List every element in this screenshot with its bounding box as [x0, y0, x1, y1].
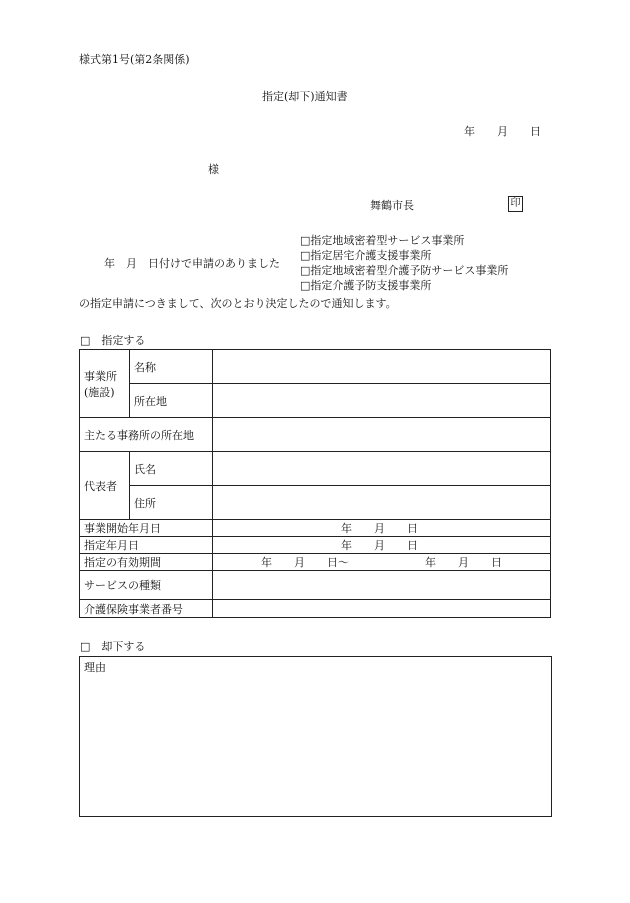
option-home-care-support[interactable]: □指定居宅介護支援事業所 [300, 249, 432, 262]
designation-date-label: 指定年月日 [80, 537, 213, 554]
option-preventive-support[interactable]: □指定介護予防支援事業所 [300, 279, 432, 292]
designation-table [79, 349, 551, 618]
insurer-number-field[interactable] [213, 600, 551, 618]
location-label: 所在地 [130, 384, 213, 418]
validity-field[interactable] [213, 554, 551, 571]
document-title: 指定(却下)通知書 [262, 90, 348, 103]
reason-box[interactable] [79, 656, 552, 817]
designation-date-field[interactable]: 年 月 日 [213, 537, 551, 554]
main-office-label: 主たる事務所の所在地 [80, 418, 213, 452]
rep-name-label: 氏名 [130, 452, 213, 486]
facility-name-field[interactable] [213, 350, 551, 384]
form-number: 様式第1号(第2条関係) [79, 53, 190, 66]
seal-mark: 印 [508, 196, 523, 212]
addressee-suffix: 様 [208, 163, 219, 176]
facility-location-field[interactable] [213, 384, 551, 418]
service-type-field[interactable] [213, 571, 551, 600]
option-community-preventive-service[interactable]: □指定地域密着型介護予防サービス事業所 [300, 264, 509, 277]
option-community-service[interactable]: □指定地域密着型サービス事業所 [300, 234, 465, 247]
validity-label: 指定の有効期間 [80, 554, 213, 571]
rep-address-field[interactable] [213, 486, 551, 520]
application-date-text: 年 月 日付けで申請のありました [104, 257, 280, 270]
name-label: 名称 [130, 350, 213, 384]
validity-from: 年 月 日〜 [261, 556, 349, 569]
reject-heading[interactable]: □ 却下する [80, 640, 146, 653]
issuer-name: 舞鶴市長 [370, 199, 414, 212]
validity-to: 年 月 日 [425, 556, 502, 569]
designate-heading[interactable]: □ 指定する [80, 334, 146, 347]
issue-date: 年 月 日 [464, 125, 541, 138]
application-closing-text: の指定申請につきまして、次のとおり決定したので通知します。 [79, 297, 397, 310]
start-date-field[interactable]: 年 月 日 [213, 520, 551, 537]
representative-label: 代表者 [80, 452, 130, 520]
main-office-field[interactable] [213, 418, 551, 452]
service-type-label: サービスの種類 [80, 571, 213, 600]
rep-address-label: 住所 [130, 486, 213, 520]
reason-label: 理由 [84, 661, 106, 674]
rep-name-field[interactable] [213, 452, 551, 486]
facility-label: 事業所 (施設) [80, 350, 130, 418]
insurer-number-label: 介護保険事業者番号 [80, 600, 213, 618]
start-date-label: 事業開始年月日 [80, 520, 213, 537]
